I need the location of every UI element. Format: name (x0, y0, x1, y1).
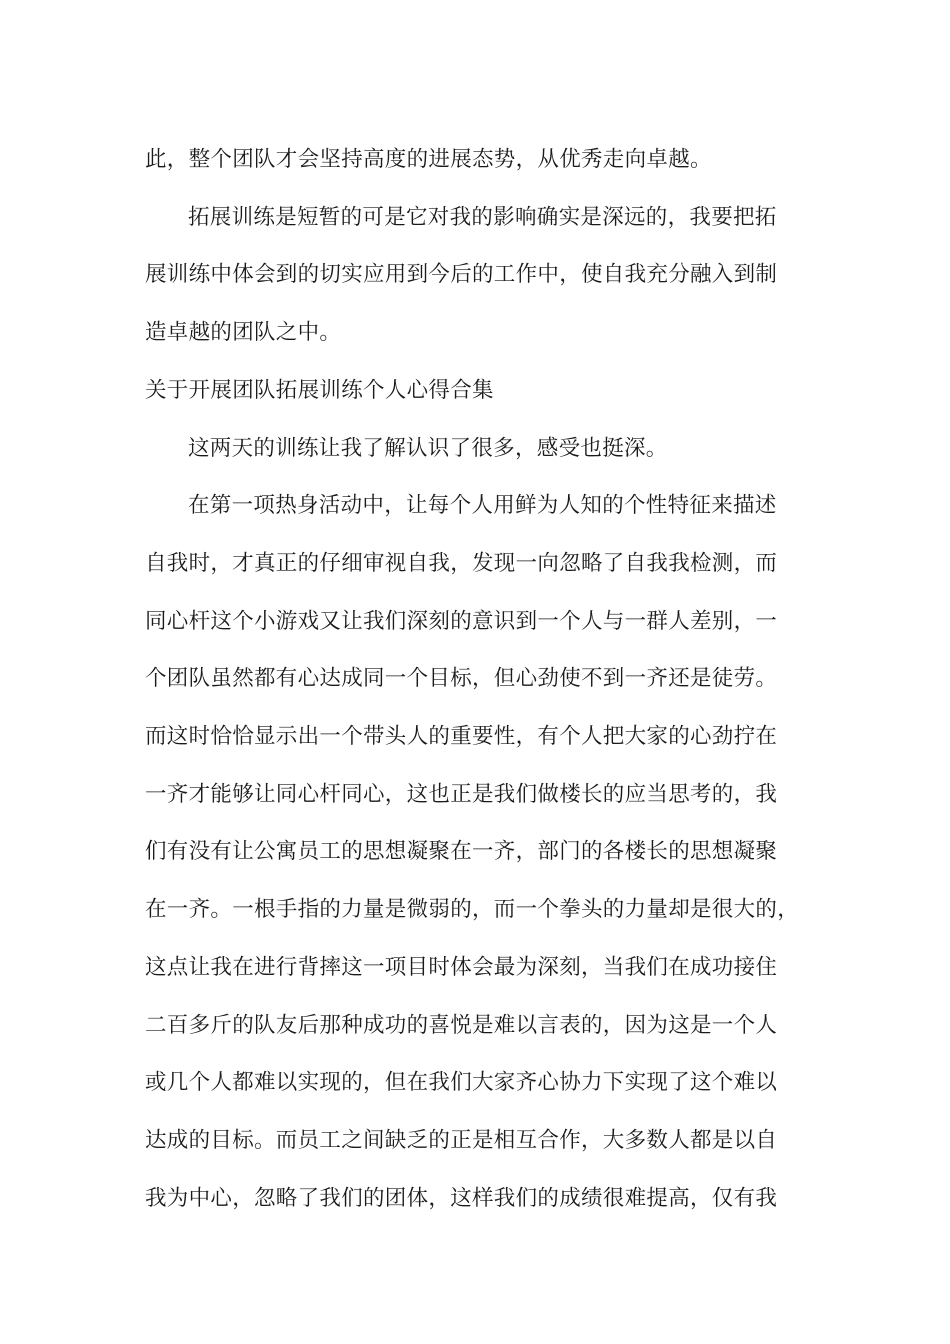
text-line: 达成的目标。而员工之间缺乏的正是相互合作，大多数人都是以自 (145, 1127, 778, 1153)
document-body (145, 131, 827, 1227)
text-line: 或几个人都难以实现的，但在我们大家齐心协力下实现了这个难以 (145, 1070, 778, 1096)
section-heading: 关于开展团队拓展训练个人心得合集 (145, 377, 494, 403)
text-line: 在第一项热身活动中，让每个人用鲜为人知的个性特征来描述 (188, 493, 777, 519)
text-line: 这点让我在进行背摔这一项目时体会最为深刻，当我们在成功接住 (145, 954, 778, 980)
text-line: 一齐才能够让同心杆同心，这也正是我们做楼长的应当思考的，我 (145, 781, 778, 807)
text-line: 们有没有让公寓员工的思想凝聚在一齐，部门的各楼长的思想凝聚 (145, 839, 778, 865)
text-line: 这两天的训练让我了解认识了很多，感受也挺深。 (188, 435, 668, 461)
text-line: 展训练中体会到的切实应用到今后的工作中，使自我充分融入到制 (145, 262, 778, 288)
text-line: 造卓越的团队之中。 (145, 320, 342, 346)
text-line: 在一齐。一根手指的力量是微弱的，而一个拳头的力量却是很大的， (145, 897, 800, 923)
text-line: 个团队虽然都有心达成同一个目标，但心劲使不到一齐还是徒劳。 (145, 666, 778, 692)
text-line: 此，整个团队才会坚持高度的进展态势，从优秀走向卓越。 (145, 147, 712, 172)
text-line: 拓展训练是短暂的可是它对我的影响确实是深远的，我要把拓 (188, 204, 777, 230)
text-line: 二百多斤的队友后那种成功的喜悦是难以言表的，因为这是一个人 (145, 1012, 778, 1038)
text-line: 自我时，才真正的仔细审视自我，发现一向忽略了自我我检测，而 (145, 550, 778, 576)
text-line: 而这时恰恰显示出一个带头人的重要性，有个人把大家的心劲拧在 (145, 724, 778, 750)
text-line: 同心杆这个小游戏又让我们深刻的意识到一个人与一群人差别，一 (145, 608, 778, 634)
text-line: 我为中心，忽略了我们的团体，这样我们的成绩很难提高，仅有我 (145, 1185, 778, 1211)
